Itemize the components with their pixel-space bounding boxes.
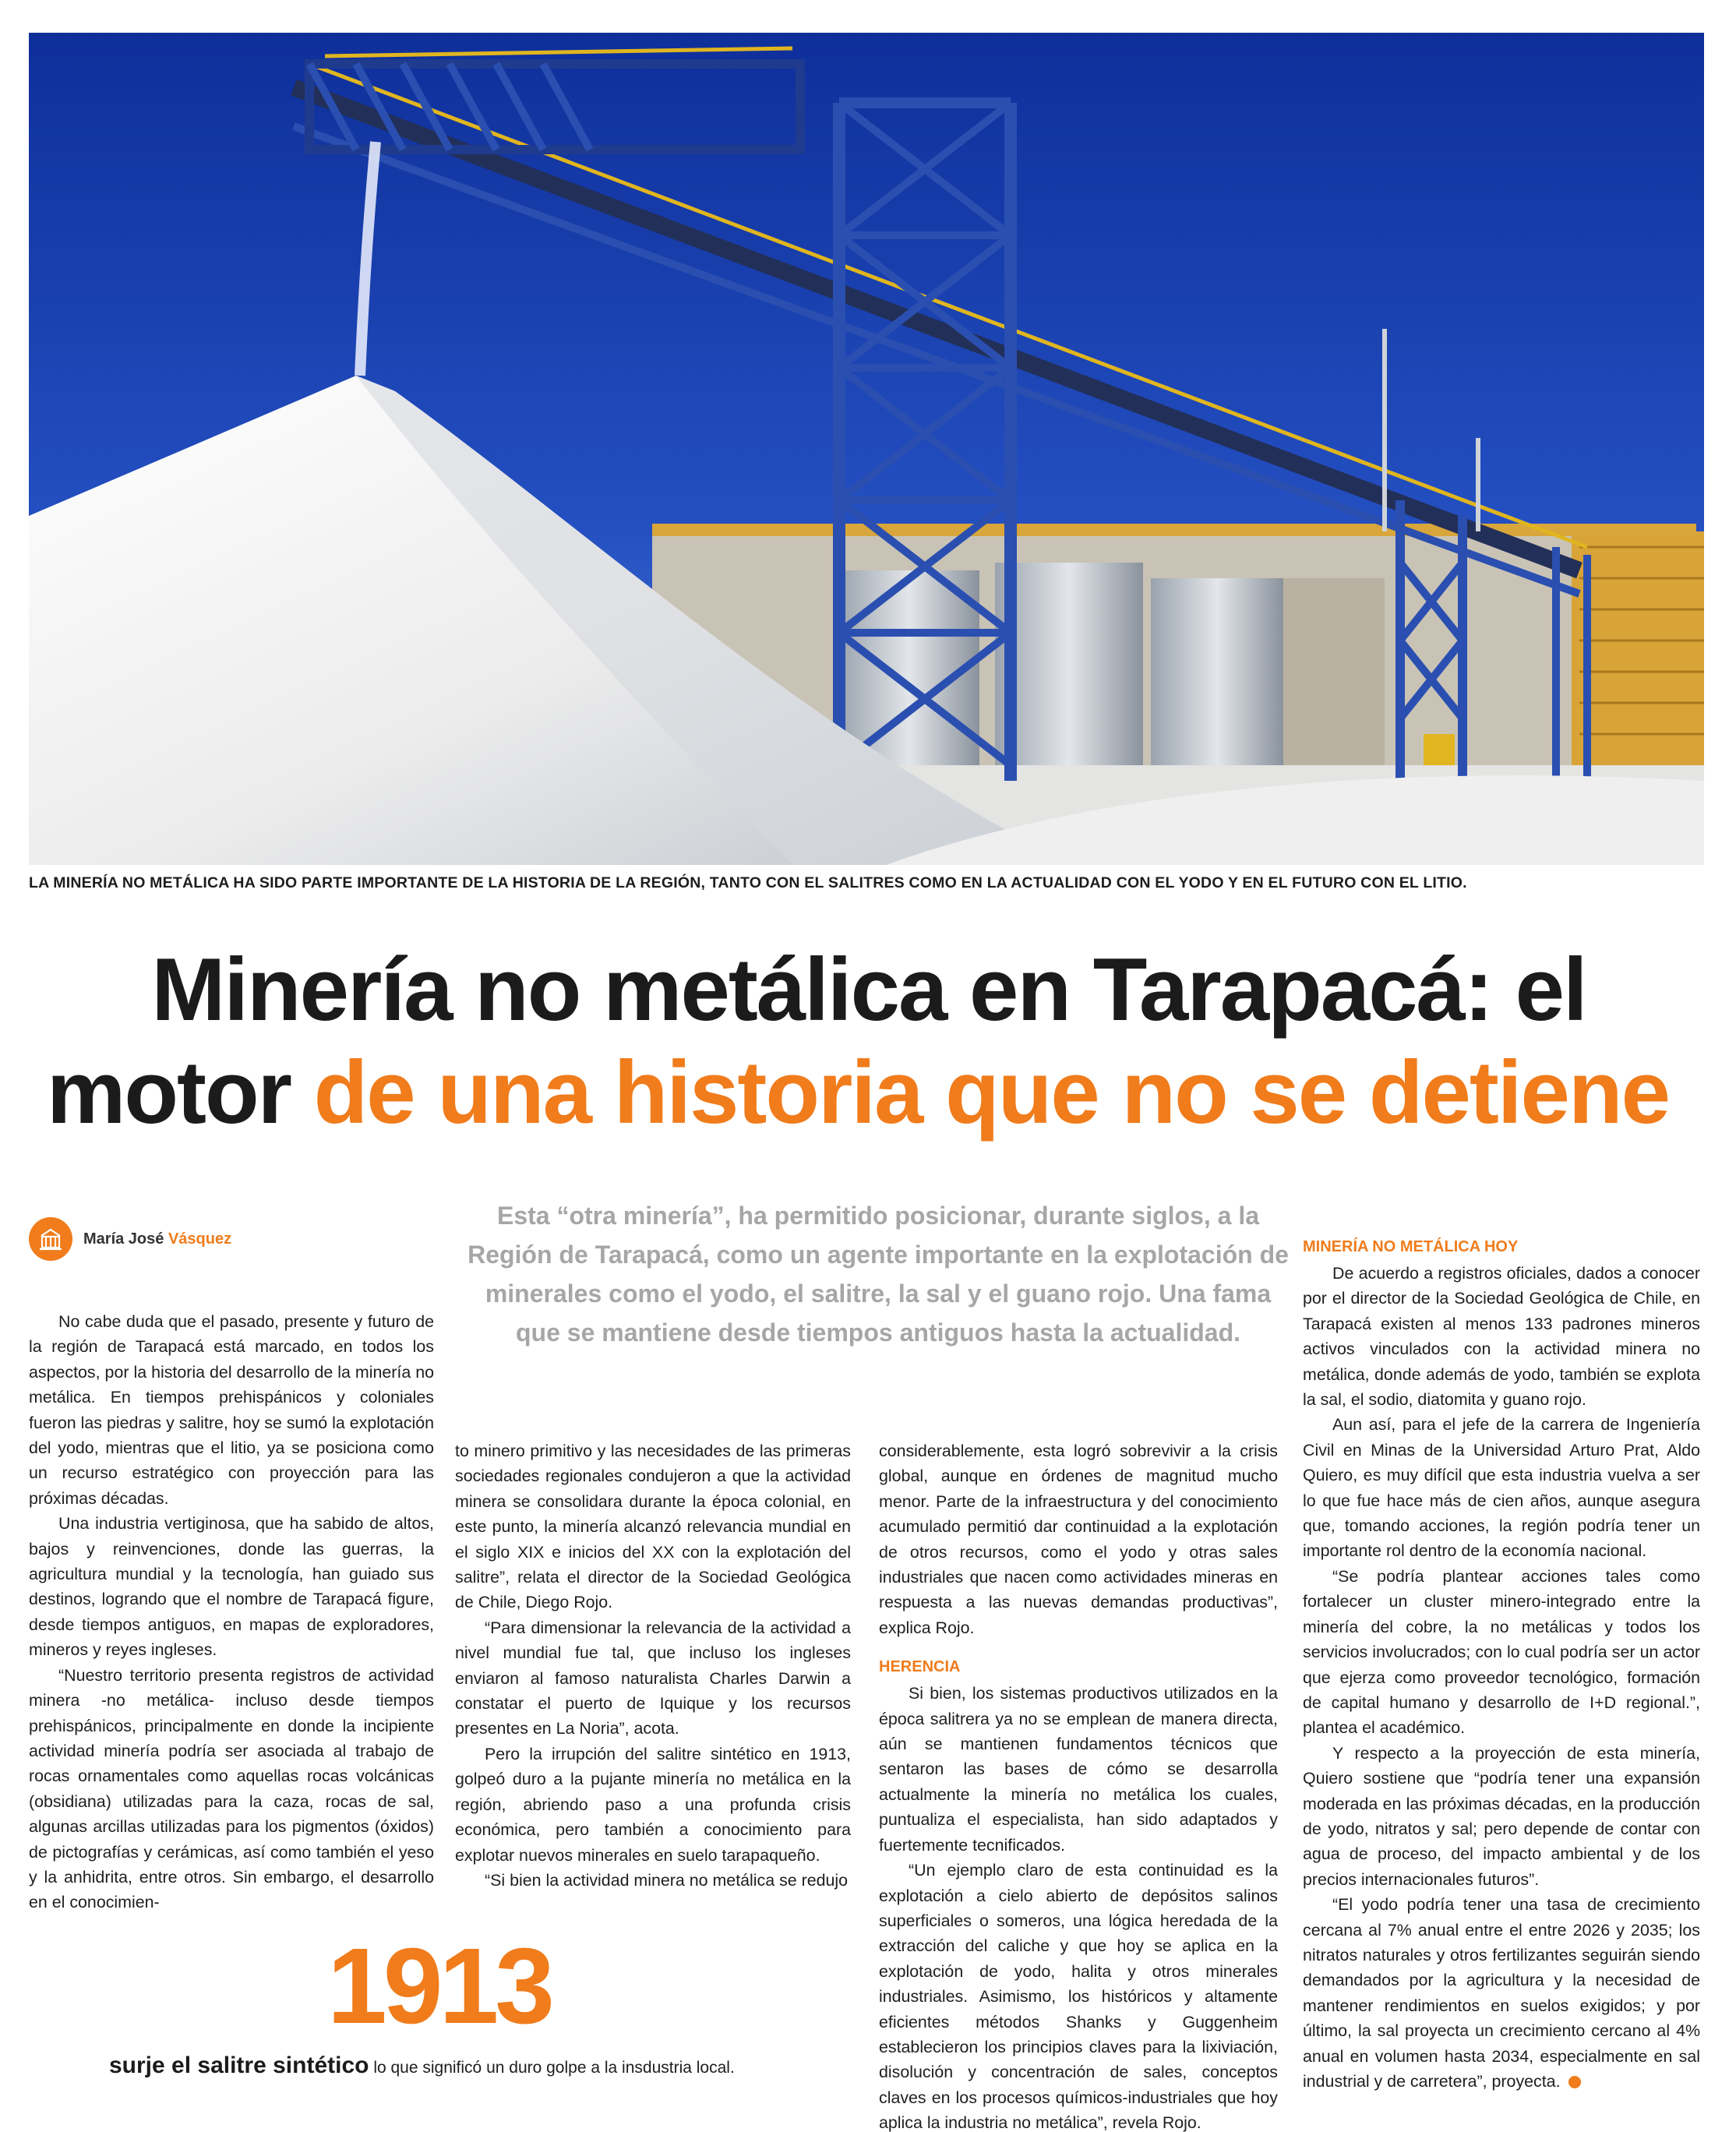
paragraph: “Si bien la actividad minera no metálica se redujo: [485, 1870, 849, 1890]
paragraph: considerablemente, esta logró sobrevivir a la crisis global, aunque en órdenes de magnitud mucho menor. Parte de la infraestructura y del conocimiento acumulado permitió dar continuidad a la explotación de otros recursos, como el yodo y otras sales industriales que nacen como actividades mineras en respuesta a las nuevas demandas productivas”, explica Rojo.: [879, 1442, 1278, 1637]
headline-line-2: [31, 1042, 1706, 1145]
photo-caption: LA MINERÍA NO METÁLICA HA SIDO PARTE IMPORTANTE DE LA HISTORIA DE LA REGIÓN, TANTO CON EL SALITRES COMO EN LA ACTUALIDAD CON EL YODO Y EN EL FUTURO CON EL LITIO.: [29, 874, 1467, 891]
headline: [31, 939, 1706, 1145]
paragraph: “Para dimensionar la relevancia de la actividad a nivel mundial fue tal, que incluso los ingleses enviaron al famoso naturalista Charles Darwin a constatar el puerto de Iquique y los recursos presentes en La Noria”, acota.: [455, 1618, 851, 1738]
column-4: [1303, 1234, 1700, 2094]
paragraph: to minero primitivo y las necesidades de las primeras sociedades regionales condujeron a que la actividad minera se consolidara durante la época colonial, en este punto, la minería alcanzó relevancia mundial en el siglo XIX e inicios del XX con la explotación del salitre”, relata el director de la Sociedad Geológica de Chile, Diego Rojo.: [455, 1442, 851, 1612]
paragraph: No cabe duda que el pasado, presente y futuro de la región de Tarapacá está marcado, en todos los aspectos, por la historia del desarrollo de la minería no metálica. En tiempos prehispánicos y coloniales fueron las piedras y salitre, hoy se sumó la explotación del yodo, mientras que el litio, ya se posiciona como un recurso estratégico con proyección para las próximas décadas.: [29, 1312, 434, 1508]
highlight-caption: [109, 2053, 735, 2079]
headline-line-1: Minería no metálica en Tarapacá: el: [151, 941, 1586, 1040]
highlight-normal: lo que significó un duro golpe a la insdustria local.: [369, 2059, 735, 2077]
highlight-bold: surje el salitre sintético: [109, 2053, 369, 2078]
newspaper-logo-icon: [29, 1217, 72, 1261]
salt-conveyor-illustration: [29, 33, 1704, 865]
paragraph: “Se podría plantear acciones tales como fortalecer un cluster minero-integrado entre la minería del cobre, la no metálicas y todos los servicios involucrados; con lo cual podría ser un actor que ejerza como proveedor tecnológico, formación de capital humano y desarrollo de I+D regional.”, plantea el académico.: [1303, 1566, 1700, 1738]
hero-photo: [29, 33, 1704, 865]
paragraph-last: [1303, 1892, 1700, 2094]
paragraph: De acuerdo a registros oficiales, dados a conocer por el director de la Sociedad Geológica de Chile, en Tarapacá existen al menos 133 padrones mineros activos vinculados con la actividad minera no metálica, donde además de yodo, también se explota la sal, el sodio, diatomita y guano rojo.: [1303, 1264, 1700, 1410]
column-1: [29, 1309, 434, 1915]
paragraph: “Nuestro territorio presenta registros de actividad minera -no metálica- incluso desde tiempos prehispánicos, principalmente en donde la incipiente actividad minería podría ser asociada al trabajo de rocas ornamentales como aquellas rocas volcánicas (obsidiana) utilizadas para la caza, rocas de sal, algunas arcillas utilizadas para los pigmentos (óxidos) de pictografías y cerámicas, así como también el yeso y la anhidrita, entre otros. Sin embargo, el desarrollo en el conocimien-: [29, 1665, 434, 1912]
paragraph-text: “El yodo podría tener una tasa de crecimiento cercana al 7% anual entre el entre 2026 y 2035; los nitratos naturales y otros fertilizantes seguirán siendo demandados por la agricultura y la necesidad de mantener rendimientos en suelos exigidos; y por último, la sal proyecta un crecimiento cercano al 4% anual en volumen hasta 2034, especialmente en sal industrial y de carretera”, proyecta.: [1303, 1895, 1700, 2091]
paragraph: Si bien, los sistemas productivos utilizados en la época salitrera ya no se emplean de manera directa, aún se mantienen fundamentos técnicos que sentaron las bases de cómo se desarrolla actualmente la minería no metálica los cuales, puntualiza el especialista, han sido adaptados y fuertemente tecnificados.: [879, 1684, 1278, 1855]
end-mark-icon: [1568, 2076, 1581, 2088]
paragraph: Una industria vertiginosa, que ha sabido de altos, bajos y reinvenciones, donde las guerras, la agricultura mundial y la tecnología, han guiado sus destinos, logrando que el nombre de Tarapacá figure, desde tiempos antiguos, en mapas de exploradores, mineros y reyes ingleses.: [29, 1514, 434, 1660]
lead-paragraph: Esta “otra minería”, ha permitido posicionar, durante siglos, a la Región de Tarapacá, como un agente importante en la explotación de minerales como el yodo, el salitre, la sal y el guano rojo. Una fama que se mantiene desde tiempos antiguos hasta la actualidad.: [468, 1202, 1289, 1347]
author-last-name: Vásquez: [168, 1230, 232, 1248]
column-2: [455, 1438, 851, 1893]
paragraph: Y respecto a la proyección de esta minería, Quiero sostiene que “podría tener una expansión moderada en las próximas décadas, en la producción de yodo, nitratos y sal; pero depende de contar con agua de proceso, del impacto ambiental y de los precios internacionales futuros”.: [1303, 1743, 1700, 1889]
section-heading-mineria-hoy: MINERÍA NO METÁLICA HOY: [1303, 1238, 1519, 1255]
headline-black: motor: [47, 1043, 314, 1143]
section-heading-herencia: HERENCIA: [879, 1658, 961, 1676]
paragraph: Pero la irrupción del salitre sintético en 1913, golpeó duro a la pujante minería no metálica en la región, abriendo paso a una profunda crisis económica, pero también a conocimiento para explotar nuevos minerales en suelo tarapaqueño.: [455, 1744, 851, 1865]
headline-accent: de una historia que no se detiene: [313, 1043, 1669, 1143]
paragraph: Aun así, para el jefe de la carrera de Ingeniería Civil en Minas de la Universidad Arturo Prat, Aldo Quiero, es muy difícil que esta industria vuelva a ser lo que fue hace más de cien años, aunque asegura que, tomando acciones, la región podría tener un importante rol dentro de la economía nacional.: [1303, 1415, 1700, 1561]
author-first-name: María José: [83, 1230, 168, 1248]
author-name: [83, 1230, 231, 1248]
author-byline: [29, 1217, 231, 1261]
paragraph: “Un ejemplo claro de esta continuidad es la explotación a cielo abierto de depósitos salinos superficiales o someros, una lógica heredada de la extracción del caliche y que hoy se aplica en la explotación de yodo, halita y otros minerales industriales. Asimismo, los históricos y altamente eficientes métodos Shanks y Guggenheim establecieron los principios claves para la lixiviación, disolución y concentración de sales, conceptos claves en los procesos químicos-industriales que hoy aplica la industria no metálica”, revela Rojo.: [879, 1861, 1278, 2132]
highlight-year: 1913: [327, 1926, 551, 2046]
column-3: [879, 1438, 1278, 2132]
